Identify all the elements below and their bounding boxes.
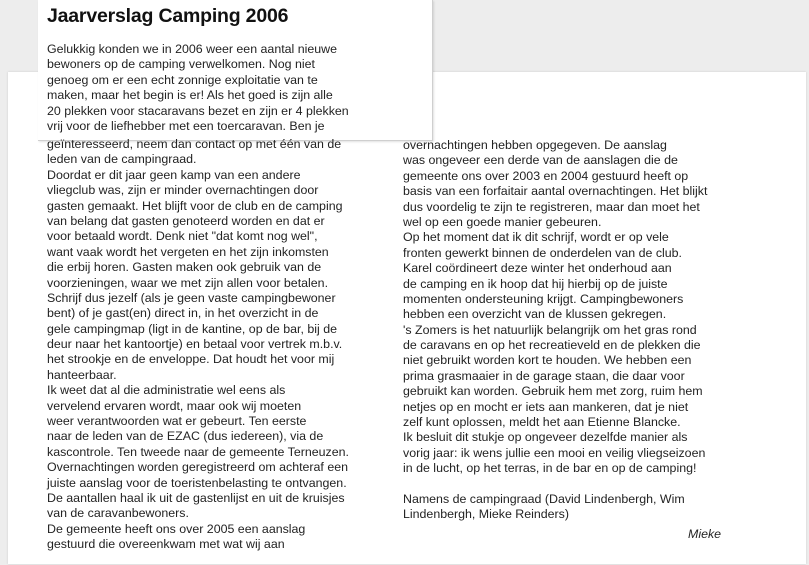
text-line: kascontrole. Ten tweede naar de gemeente Terneuzen.	[47, 444, 349, 459]
text-line: maken, maar het begin is er! Als het goed is zijn alle	[47, 88, 333, 103]
text-line: hanteerbaar.	[47, 367, 117, 382]
text-line: gasten gemaakt. Het blijft voor de club en de camping	[47, 198, 343, 213]
text-line: De aantallen haal ik uit de gastenlijst en uit de kruisjes	[47, 490, 345, 505]
text-line: Ik besluit dit stukje op ongeveer dezelfde manier als	[403, 430, 688, 445]
text-line: zelf kunt oplossen, meldt het aan Etienne Blancke.	[403, 415, 681, 430]
text-line: was ongeveer een derde van de aanslagen die de	[403, 153, 678, 168]
text-line: bent) of je gast(en) direct in, in het overzicht in de	[47, 306, 319, 321]
text-line: 20 plekken voor stacaravans bezet en zijn er 4 plekken	[47, 103, 349, 118]
text-line: Gelukkig konden we in 2006 weer een aantal nieuwe	[47, 42, 338, 56]
right-column-text	[403, 138, 707, 523]
text-line: want vaak wordt het vergeten en het zijn inkomsten	[47, 244, 329, 259]
signature: Mieke	[688, 527, 722, 541]
text-line: netjes op en mocht er iets aan mankeren, dat je niet	[403, 399, 689, 414]
text-line: basis van een forfaitair aantal overnachtingen. Het blijkt	[403, 184, 708, 199]
text-line: vervelend ervaren wordt, maar ook wij moeten	[47, 398, 302, 413]
text-line: momenten ondersteuning krijgt. Campingbewoners	[403, 291, 684, 306]
text-line: vrij voor de liefhebber met een toercaravan. Ben je	[47, 118, 325, 133]
text-line: De gemeente heeft ons over 2005 een aanslag	[47, 521, 306, 536]
left-column-text	[47, 137, 349, 553]
text-line: weer verantwoorden wat er gebeurt. Ten eerste	[47, 414, 307, 429]
text-line: genoeg om er een echt zonnige exploitatie van te	[47, 72, 318, 87]
text-line: gele campingmap (ligt in de kantine, op de bar, bij de	[47, 321, 337, 336]
text-line: Schrijf dus jezelf (als je geen vaste campingbewoner	[47, 290, 336, 305]
text-line: fronten gewerkt binnen de onderdelen van de club.	[403, 245, 682, 260]
document-title: Jaarverslag Camping 2006	[47, 5, 289, 27]
text-line: die erbij horen. Gasten maken ook gebruik van de	[47, 260, 322, 275]
text-line	[403, 477, 707, 492]
text-line: wel op een goede manier gebeuren.	[403, 214, 602, 229]
text-line: voor betaald wordt. Denk niet "dat komt nog wel",	[47, 229, 318, 244]
text-line: gebruikt kan worden. Gebruik hem met zorg, ruim hem	[403, 384, 703, 399]
text-line: de camping en ik hoop dat hij hierbij op de juiste	[403, 276, 668, 291]
text-line: bewoners op de camping verwelkomen. Nog niet	[47, 57, 315, 72]
text-line: de caravans en op het recreatieveld en de plekken die	[403, 338, 701, 353]
text-line: gestuurd die overeenkwam met wat wij aan	[47, 537, 285, 552]
text-line: juiste aanslag voor de toeristenbelasting te ontvangen.	[47, 475, 347, 490]
text-line: vliegclub was, zijn er minder overnachtingen door	[47, 183, 319, 198]
text-line: Namens de campingraad (David Lindenbergh, Wim	[403, 491, 685, 506]
text-line: van de caravanbewoners.	[47, 506, 189, 521]
text-line: Op het moment dat ik dit schrijf, wordt er op vele	[403, 230, 669, 245]
text-line: in de lucht, op het terras, in de bar en op de camping!	[403, 461, 697, 476]
text-line: Ik weet dat al die administratie wel eens als	[47, 383, 286, 398]
text-line: voorzieningen, waar we met zijn allen voor betalen.	[47, 275, 329, 290]
text-line: geïnteresseerd, neem dan contact op met één van de	[47, 137, 342, 151]
text-line: prima grasmaaier in de garage staan, die daar voor	[403, 368, 685, 383]
text-line: het strookje en de enveloppe. Dat houdt het voor mij	[47, 352, 335, 367]
text-line: 's Zomers is het natuurlijk belangrijk om het gras rond	[403, 322, 697, 337]
text-line: Doordat er dit jaar geen kamp van een andere	[47, 167, 301, 182]
text-line: leden van de campingraad.	[47, 152, 197, 167]
text-line: Overnachtingen worden geregistreerd om achteraf een	[47, 460, 348, 475]
text-line: Lindenbergh, Mieke Reinders)	[403, 507, 569, 522]
text-line: vorig jaar: ik wens jullie een mooi en veilig vliegseizoen	[403, 445, 706, 460]
text-line: van belang dat gasten genoteerd worden en dat er	[47, 213, 325, 228]
text-line: gemeente ons over 2003 en 2004 gestuurd heeft op	[403, 168, 689, 183]
text-line: deur naar het kantoortje) en betaal voor vertrek m.b.v.	[47, 337, 343, 352]
left-column-top-text	[47, 42, 349, 134]
text-line: naar de leden van de EZAC (dus iedereen), via de	[47, 429, 324, 444]
text-line: overnachtingen hebben opgegeven. De aanslag	[403, 138, 667, 152]
text-line: niet gebruikt worden kort te houden. We hebben een	[403, 353, 692, 368]
text-line: hebben een overzicht van de klussen gekregen.	[403, 307, 667, 322]
text-line: dus voordelig te zijn te registreren, maar dan moet het	[403, 199, 700, 214]
text-line: Karel coördineert deze winter het onderhoud aan	[403, 261, 672, 276]
